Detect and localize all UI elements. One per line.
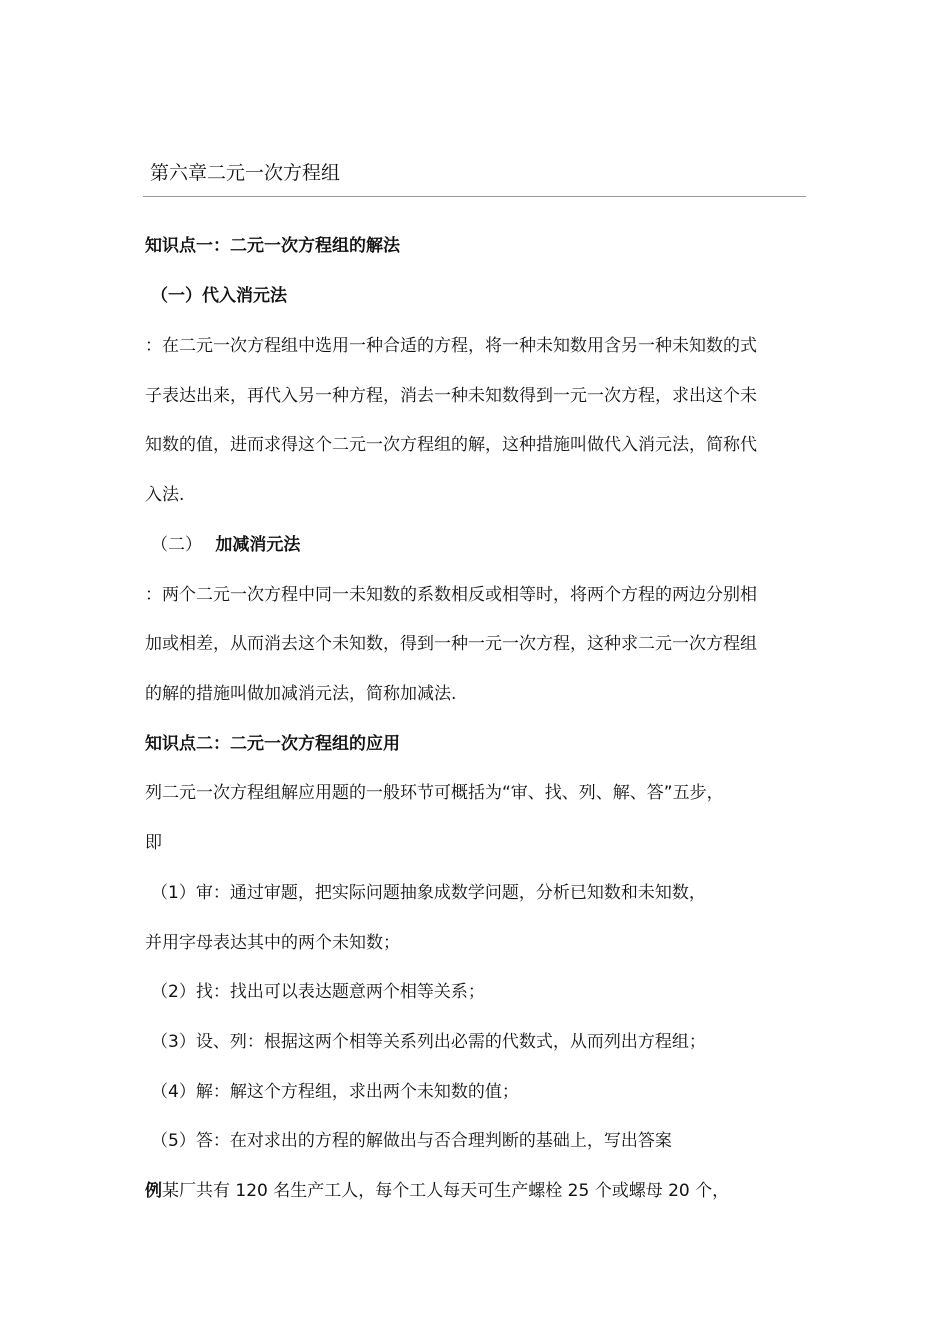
- step-line: （5）答：在对求出的方程的解做出与否合理判断的基础上，写出答案: [151, 1131, 672, 1151]
- paragraph-line: 子表达出来，再代入另一种方程，消去一种未知数得到一元一次方程，求出这个未: [145, 386, 757, 406]
- subsection-heading-substitution: （一）代入消元法: [151, 286, 287, 306]
- subsection-title: 加减消元法: [215, 535, 301, 555]
- page-header-title: 第六章二元一次方程组: [150, 162, 341, 184]
- paragraph-line: 的解的措施叫做加减消元法，简称加减法.: [145, 684, 457, 704]
- step-line: （1）审：通过审题，把实际问题抽象成数学问题，分析已知数和未知数，: [151, 883, 706, 903]
- subsection-prefix: （二）: [151, 535, 202, 555]
- step-line: （2）找：找出可以表达题意两个相等关系；: [151, 982, 485, 1002]
- header-divider: [143, 196, 806, 197]
- section-heading-1: 知识点一：二元一次方程组的解法: [145, 236, 400, 256]
- step-line: （4）解：解这个方程组，求出两个未知数的值；: [151, 1082, 519, 1102]
- example-text: 某厂共有 120 名生产工人，每个工人每天可生产螺栓 25 个或螺母 20 个，: [162, 1181, 730, 1201]
- paragraph-line: ：两个二元一次方程中同一未知数的系数相反或相等时，将两个方程的两边分别相: [145, 585, 757, 605]
- paragraph-line: ：在二元一次方程组中选用一种合适的方程，将一种未知数用含另一种未知数的式: [145, 336, 757, 356]
- paragraph-line: 即: [145, 833, 162, 853]
- paragraph-line: 加或相差，从而消去这个未知数，得到一种一元一次方程，这种求二元一次方程组: [145, 634, 757, 654]
- section-heading-2: 知识点二：二元一次方程组的应用: [145, 734, 400, 754]
- paragraph-line: 列二元一次方程组解应用题的一般环节可概括为“审、找、列、解、答”五步，: [145, 783, 724, 803]
- subsection-heading-elimination: [151, 533, 300, 557]
- paragraph-line: 知数的值，进而求得这个二元一次方程组的解，这种措施叫做代入消元法，简称代: [145, 435, 757, 455]
- example-line: [145, 1179, 729, 1203]
- example-label: 例: [145, 1181, 162, 1201]
- step-line: （3）设、列：根据这两个相等关系列出必需的代数式，从而列出方程组；: [151, 1032, 706, 1052]
- paragraph-line: 入法.: [145, 485, 185, 505]
- step-line: 并用字母表达其中的两个未知数；: [145, 933, 400, 953]
